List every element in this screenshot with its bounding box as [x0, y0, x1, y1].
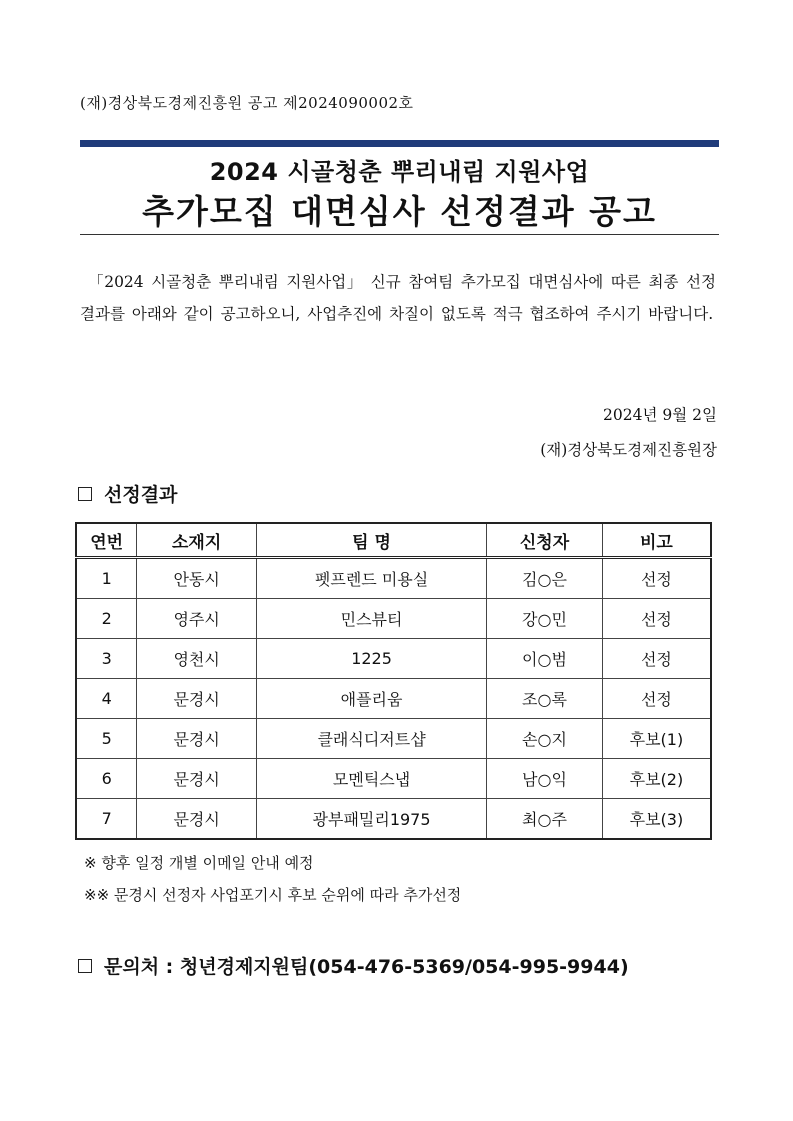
- cell-applicant: 김○은: [487, 558, 603, 599]
- title-top-rule: [80, 140, 719, 147]
- results-table: [75, 522, 712, 840]
- cell-number: 6: [76, 759, 137, 799]
- col-header-applicant: 신청자: [487, 523, 603, 558]
- col-header-location: 소재지: [137, 523, 257, 558]
- cell-applicant: 강○민: [487, 599, 603, 639]
- cell-number: 7: [76, 799, 137, 840]
- title-bottom-rule: [80, 234, 719, 235]
- cell-team: 클래식디저트샵: [256, 719, 486, 759]
- cell-team: 모멘틱스냅: [256, 759, 486, 799]
- cell-location: 문경시: [137, 679, 257, 719]
- cell-remark: 후보(1): [602, 719, 711, 759]
- table-row: [76, 599, 711, 639]
- cell-remark: 후보(3): [602, 799, 711, 840]
- contact-info: 문의처 : 청년경제지원팀(054-476-5369/054-995-9944): [104, 956, 629, 978]
- cell-applicant: 최○주: [487, 799, 603, 840]
- cell-applicant: 남○익: [487, 759, 603, 799]
- col-header-team: 팀 명: [256, 523, 486, 558]
- cell-applicant: 이○범: [487, 639, 603, 679]
- notice-date: 2024년 9월 2일: [603, 406, 717, 424]
- table-row: [76, 719, 711, 759]
- checkbox-square-icon: [78, 487, 92, 501]
- cell-location: 영천시: [137, 639, 257, 679]
- cell-remark: 선정: [602, 639, 711, 679]
- cell-location: 안동시: [137, 558, 257, 599]
- col-header-remark: 비고: [602, 523, 711, 558]
- section-results-title: 선정결과: [104, 484, 178, 506]
- table-header-row: [76, 523, 711, 558]
- cell-location: 문경시: [137, 759, 257, 799]
- cell-team: 민스뷰티: [256, 599, 486, 639]
- cell-remark: 선정: [602, 558, 711, 599]
- cell-team: 1225: [256, 639, 486, 679]
- table-row: [76, 679, 711, 719]
- cell-number: 5: [76, 719, 137, 759]
- intro-paragraph: 「2024 시골청춘 뿌리내림 지원사업」 신규 참여팀 추가모집 대면심사에 따른 최종 선정 결과를 아래와 같이 공고하오니, 사업추진에 차질이 없도록 적극 협조하여 주시기 바랍니다.: [80, 273, 716, 323]
- cell-team: 광부패밀리1975: [256, 799, 486, 840]
- notice-number: (재)경상북도경제진흥원 공고 제2024090002호: [80, 94, 414, 112]
- cell-remark: 후보(2): [602, 759, 711, 799]
- table-row: [76, 799, 711, 840]
- cell-team: 펫프렌드 미용실: [256, 558, 486, 599]
- title-line-2: 추가모집 대면심사 선정결과 공고: [142, 192, 657, 231]
- cell-number: 4: [76, 679, 137, 719]
- cell-number: 1: [76, 558, 137, 599]
- issuer-name: (재)경상북도경제진흥원장: [540, 441, 717, 459]
- cell-number: 2: [76, 599, 137, 639]
- cell-location: 문경시: [137, 719, 257, 759]
- note-email-schedule: ※ 향후 일정 개별 이메일 안내 예정: [84, 854, 314, 872]
- checkbox-square-icon: [78, 959, 92, 973]
- cell-remark: 선정: [602, 679, 711, 719]
- cell-team: 애플리움: [256, 679, 486, 719]
- cell-number: 3: [76, 639, 137, 679]
- section-results-heading: [78, 480, 177, 507]
- cell-remark: 선정: [602, 599, 711, 639]
- table-row: [76, 558, 711, 599]
- col-header-number: 연번: [76, 523, 137, 558]
- contact-heading: [78, 952, 629, 979]
- cell-location: 문경시: [137, 799, 257, 840]
- note-additional-selection: ※※ 문경시 선정자 사업포기시 후보 순위에 따라 추가선정: [84, 886, 462, 904]
- cell-location: 영주시: [137, 599, 257, 639]
- table-row: [76, 639, 711, 679]
- cell-applicant: 조○록: [487, 679, 603, 719]
- cell-applicant: 손○지: [487, 719, 603, 759]
- table-row: [76, 759, 711, 799]
- title-line-1: 2024 시골청춘 뿌리내림 지원사업: [209, 158, 590, 186]
